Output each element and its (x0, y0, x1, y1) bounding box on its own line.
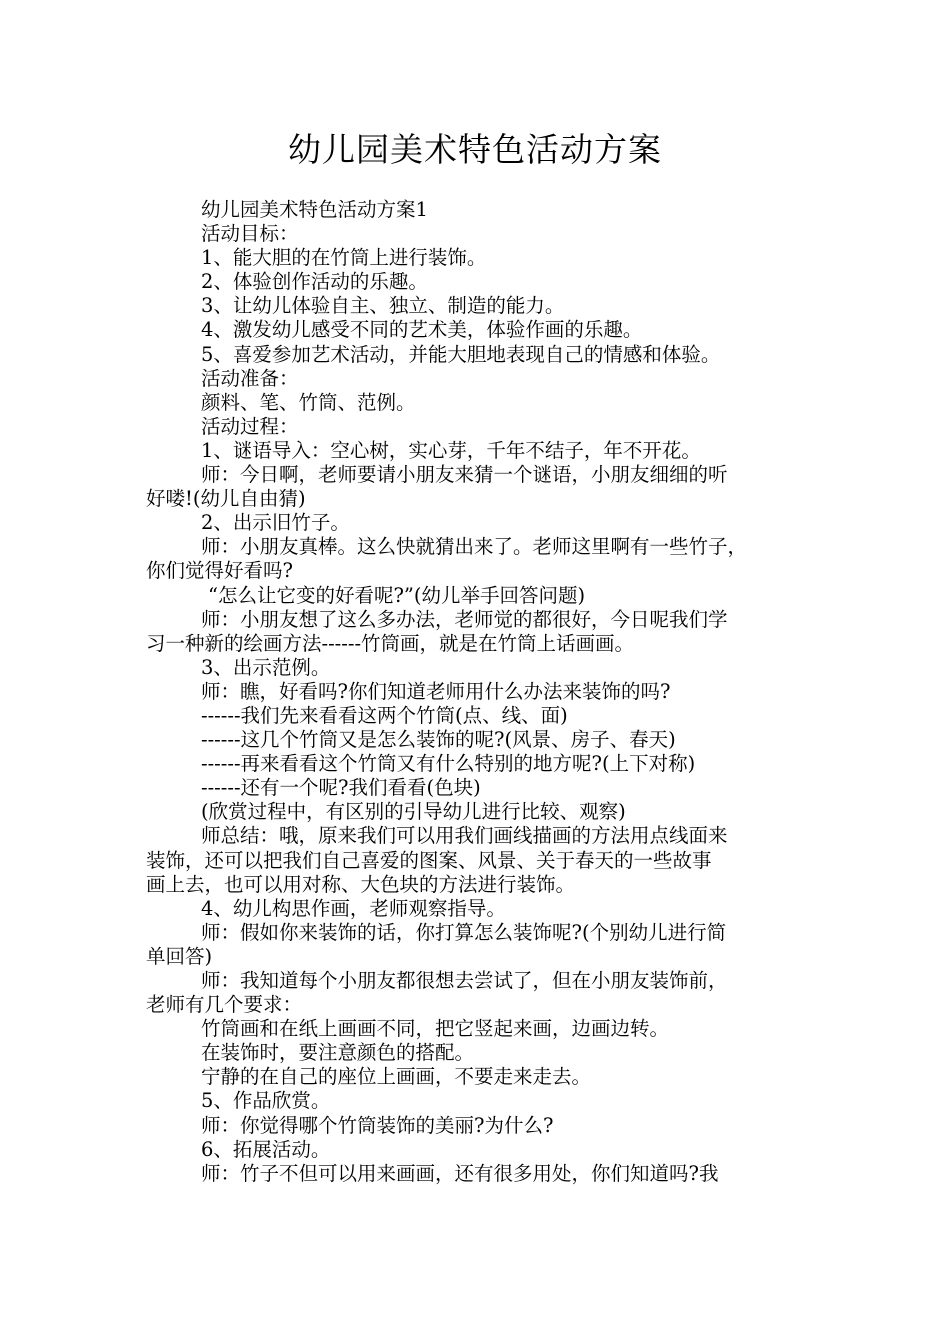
paragraph-line: 宁静的在自己的座位上画画，不要走来走去。 (201, 1065, 592, 1089)
paragraph-line: 你们觉得好看吗? (146, 559, 293, 583)
paragraph-line: 4、激发幼儿感受不同的艺术美，体验作画的乐趣。 (201, 318, 643, 342)
paragraph-line: 老师有几个要求： (146, 993, 303, 1017)
paragraph-line: 好喽!(幼儿自由猜) (146, 487, 306, 511)
paragraph-line: ------还有一个呢?我们看看(色块) (201, 776, 481, 800)
document-body (146, 198, 816, 1186)
paragraph-line: 师：假如你来装饰的话，你打算怎么装饰呢?(个别幼儿进行简 (201, 920, 727, 944)
paragraph-line: 1、能大胆的在竹筒上进行装饰。 (201, 246, 487, 270)
paragraph-line: 活动准备： (201, 366, 299, 390)
paragraph-line: 3、出示范例。 (201, 655, 331, 679)
paragraph-line: 3、让幼儿体验自主、独立、制造的能力。 (201, 294, 565, 318)
paragraph-line: 师：小朋友真棒。这么快就猜出来了。老师这里啊有一些竹子， (201, 535, 748, 559)
paragraph-line: 师：我知道每个小朋友都很想去尝试了，但在小朋友装饰前， (201, 969, 728, 992)
paragraph-line: 2、体验创作活动的乐趣。 (201, 270, 428, 294)
section-heading: 幼儿园美术特色活动方案1 (201, 198, 428, 221)
paragraph-line: 师：瞧，好看吗?你们知道老师用什么办法来装饰的吗? (201, 679, 671, 703)
paragraph-line: 画上去，也可以用对称、大色块的方法进行装饰。 (146, 872, 576, 896)
paragraph-line: 活动目标： (201, 222, 299, 246)
paragraph-line: 师总结：哦，原来我们可以用我们画线描画的方法用点线面来 (201, 824, 728, 848)
paragraph-line: 单回答) (146, 944, 213, 968)
paragraph-line: 5、作品欣赏。 (201, 1089, 331, 1113)
paragraph-line: (欣赏过程中，有区别的引导幼儿进行比较、观察) (201, 800, 626, 824)
paragraph-line: 颜料、笔、竹筒、范例。 (201, 390, 416, 414)
paragraph-line: ------我们先来看看这两个竹筒(点、线、面) (201, 703, 568, 727)
paragraph-line: “怎么让它变的好看呢?”(幼儿举手回答问题) (208, 583, 586, 607)
paragraph-line: 师：竹子不但可以用来画画，还有很多用处，你们知道吗?我 (201, 1161, 719, 1185)
paragraph-line: 2、出示旧竹子。 (201, 511, 350, 535)
paragraph-line: 5、喜爱参加艺术活动，并能大胆地表现自己的情感和体验。 (201, 342, 721, 366)
document-title: 幼儿园美术特色活动方案 (288, 130, 662, 169)
paragraph-line: 4、幼儿构思作画，老师观察指导。 (201, 896, 506, 920)
paragraph-line: 师：小朋友想了这么多办法，老师觉的都很好，今日呢我们学 (201, 607, 728, 631)
paragraph-line: 在装饰时，要注意颜色的搭配。 (201, 1041, 475, 1065)
paragraph-line: 师：今日啊，老师要请小朋友来猜一个谜语，小朋友细细的听 (201, 463, 728, 487)
paragraph-line: ------这几个竹筒又是怎么装饰的呢?(风景、房子、春天) (201, 728, 676, 752)
paragraph-line: 活动过程： (201, 414, 299, 438)
paragraph-line: 竹筒画和在纸上画画不同，把它竖起来画，边画边转。 (201, 1017, 670, 1041)
paragraph-line: 装饰，还可以把我们自己喜爱的图案、风景、关于春天的一些故事 (146, 848, 712, 872)
paragraph-line: ------再来看看这个竹筒又有什么特别的地方呢?(上下对称) (201, 752, 696, 776)
paragraph-line: 师：你觉得哪个竹筒装饰的美丽?为什么? (201, 1113, 554, 1137)
paragraph-line: 6、拓展活动。 (201, 1137, 331, 1161)
paragraph-line: 习一种新的绘画方法------竹筒画，就是在竹筒上话画画。 (146, 631, 635, 655)
paragraph-line: 1、谜语导入：空心树，实心芽，千年不结子，年不开花。 (201, 438, 701, 462)
